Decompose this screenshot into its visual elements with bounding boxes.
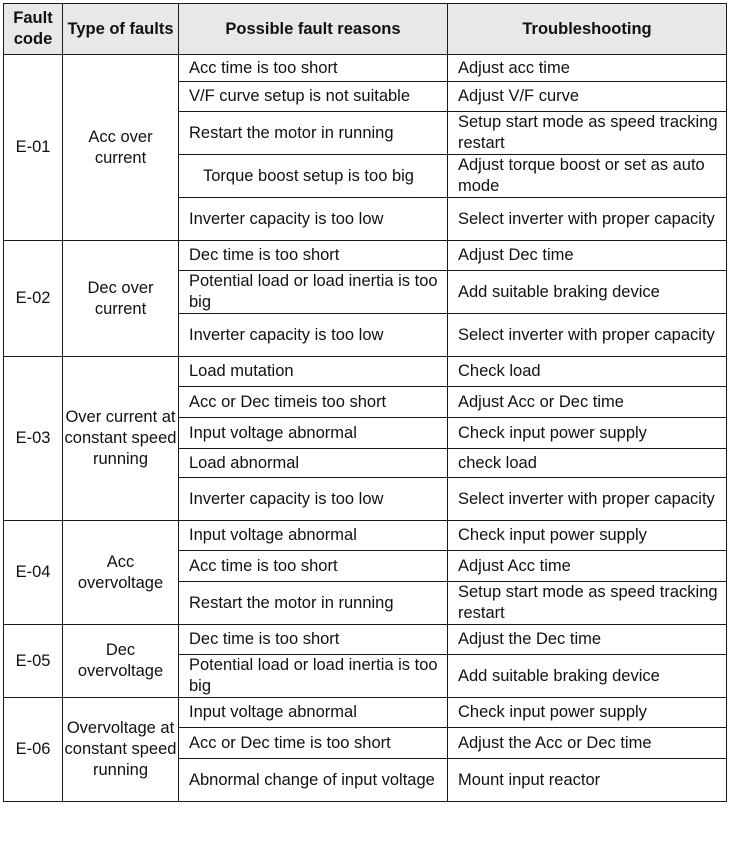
troubleshooting-cell: Adjust the Acc or Dec time: [448, 728, 727, 759]
reason-cell: Input voltage abnormal: [179, 418, 448, 449]
reason-cell: Inverter capacity is too low: [179, 314, 448, 357]
reason-cell: Acc time is too short: [179, 551, 448, 582]
table-row: [4, 55, 727, 82]
troubleshooting-cell: Check input power supply: [448, 418, 727, 449]
reason-cell: Input voltage abnormal: [179, 698, 448, 728]
fault-code-cell: E-01: [4, 55, 63, 241]
fault-code-cell: E-06: [4, 698, 63, 802]
troubleshooting-cell: Setup start mode as speed tracking restart: [448, 112, 727, 155]
table-row: [4, 241, 727, 271]
table-row: [4, 698, 727, 728]
fault-type-cell: Dec overvoltage: [63, 625, 179, 698]
fault-code-cell: E-03: [4, 357, 63, 521]
reason-cell: Restart the motor in running: [179, 582, 448, 625]
reason-cell: Potential load or load inertia is too big: [179, 271, 448, 314]
troubleshooting-cell: Check load: [448, 357, 727, 387]
troubleshooting-cell: check load: [448, 449, 727, 478]
table-row: [4, 357, 727, 387]
troubleshooting-cell: Adjust Dec time: [448, 241, 727, 271]
header-troubleshooting: Troubleshooting: [448, 4, 727, 55]
fault-type-cell: Acc overvoltage: [63, 521, 179, 625]
header-fault-code: Fault code: [4, 4, 63, 55]
troubleshooting-cell: Setup start mode as speed tracking restart: [448, 582, 727, 625]
header-row: [4, 4, 727, 55]
reason-cell: Abnormal change of input voltage: [179, 759, 448, 802]
troubleshooting-cell: Add suitable braking device: [448, 655, 727, 698]
troubleshooting-cell: Adjust Acc or Dec time: [448, 387, 727, 418]
troubleshooting-cell: Select inverter with proper capacity: [448, 478, 727, 521]
reason-cell: Potential load or load inertia is too big: [179, 655, 448, 698]
troubleshooting-cell: Adjust torque boost or set as auto mode: [448, 155, 727, 198]
reason-cell: Acc or Dec time is too short: [179, 728, 448, 759]
fault-type-cell: Dec over current: [63, 241, 179, 357]
table-row: [4, 625, 727, 655]
troubleshooting-cell: Select inverter with proper capacity: [448, 198, 727, 241]
fault-code-cell: E-04: [4, 521, 63, 625]
troubleshooting-cell: Check input power supply: [448, 521, 727, 551]
reason-cell: Inverter capacity is too low: [179, 478, 448, 521]
reason-cell: V/F curve setup is not suitable: [179, 82, 448, 112]
troubleshooting-cell: Adjust the Dec time: [448, 625, 727, 655]
fault-type-cell: Over current at constant speed running: [63, 357, 179, 521]
troubleshooting-cell: Check input power supply: [448, 698, 727, 728]
fault-type-cell: Overvoltage at constant speed running: [63, 698, 179, 802]
reason-cell: Inverter capacity is too low: [179, 198, 448, 241]
troubleshooting-cell: Adjust Acc time: [448, 551, 727, 582]
troubleshooting-cell: Select inverter with proper capacity: [448, 314, 727, 357]
troubleshooting-cell: Mount input reactor: [448, 759, 727, 802]
reason-cell: Load abnormal: [179, 449, 448, 478]
fault-code-cell: E-02: [4, 241, 63, 357]
reason-cell: Load mutation: [179, 357, 448, 387]
reason-cell: Dec time is too short: [179, 625, 448, 655]
reason-cell: Torque boost setup is too big: [179, 155, 448, 198]
fault-type-cell: Acc over current: [63, 55, 179, 241]
fault-table-wrapper: [3, 3, 726, 802]
reason-cell: Input voltage abnormal: [179, 521, 448, 551]
fault-table: [3, 3, 727, 802]
troubleshooting-cell: Adjust acc time: [448, 55, 727, 82]
fault-code-cell: E-05: [4, 625, 63, 698]
reason-cell: Dec time is too short: [179, 241, 448, 271]
troubleshooting-cell: Adjust V/F curve: [448, 82, 727, 112]
header-type-of-faults: Type of faults: [63, 4, 179, 55]
reason-cell: Acc or Dec timeis too short: [179, 387, 448, 418]
reason-cell: Acc time is too short: [179, 55, 448, 82]
table-row: [4, 521, 727, 551]
troubleshooting-cell: Add suitable braking device: [448, 271, 727, 314]
header-possible-reasons: Possible fault reasons: [179, 4, 448, 55]
reason-cell: Restart the motor in running: [179, 112, 448, 155]
